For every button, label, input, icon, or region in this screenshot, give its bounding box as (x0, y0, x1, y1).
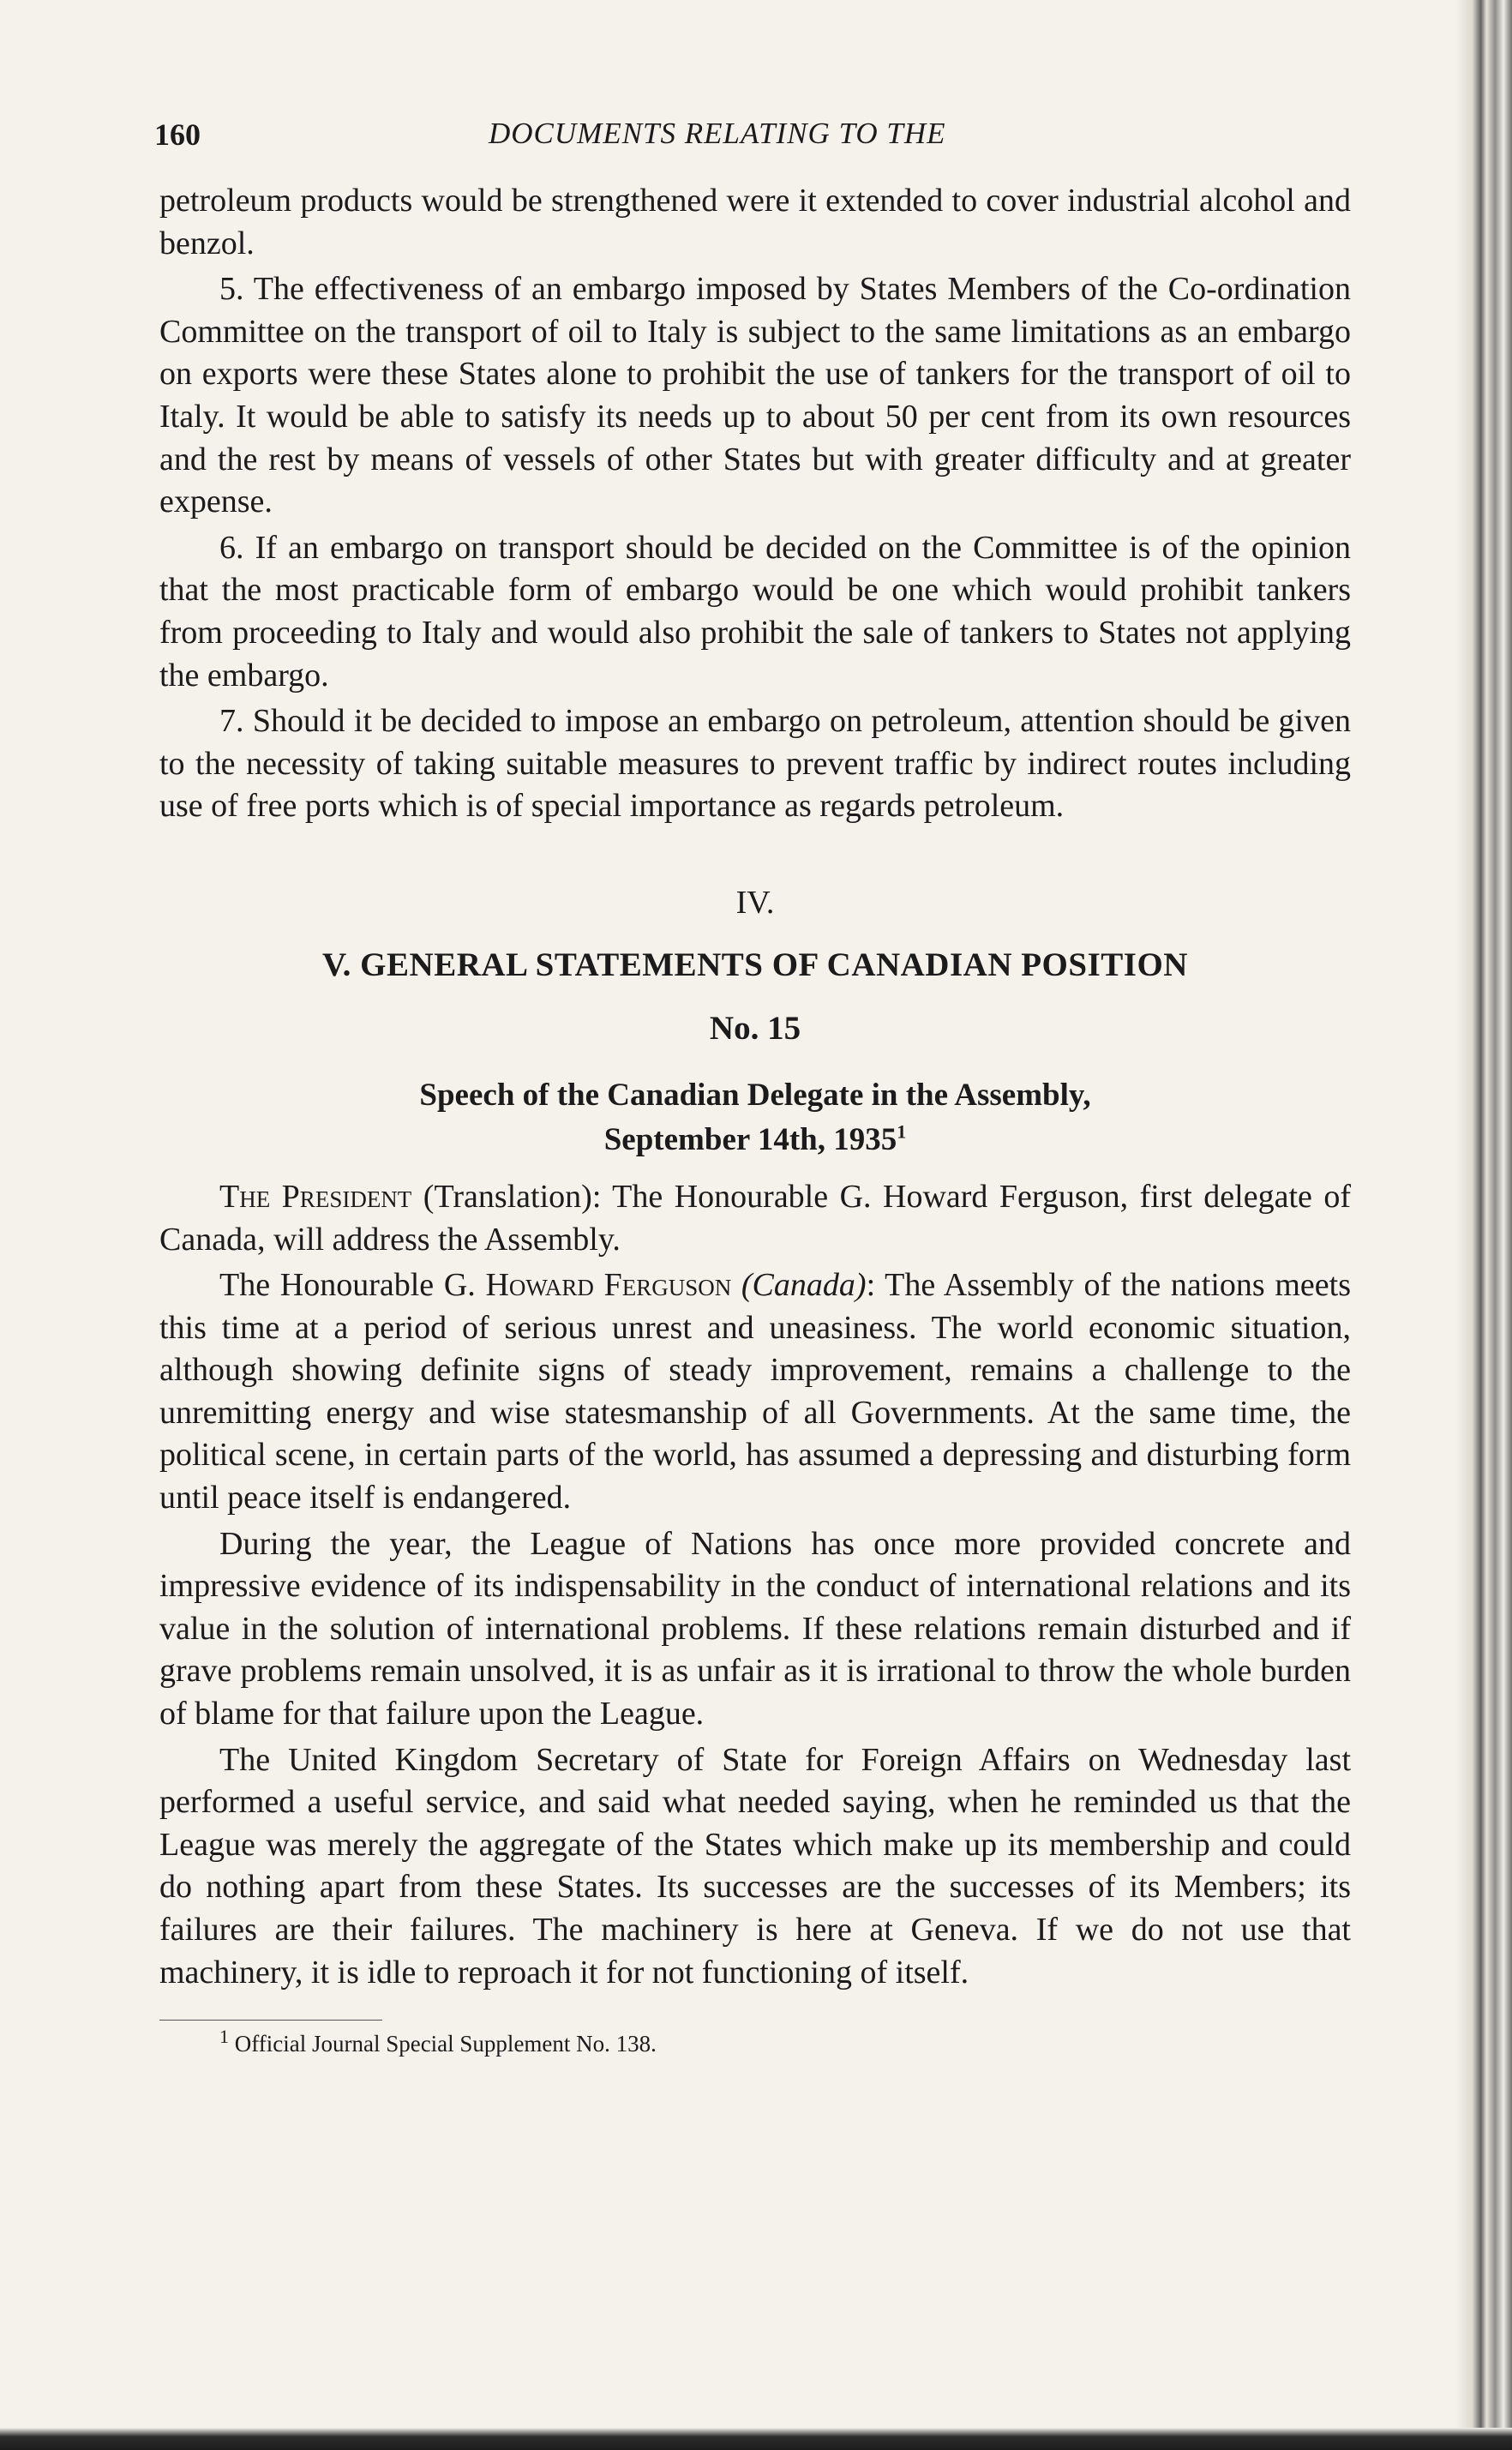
page-number: 160 (154, 117, 201, 152)
footnote (219, 2027, 1351, 2060)
running-head: DOCUMENTS RELATING TO THE (489, 117, 946, 150)
speech-paragraph: During the year, the League of Nations has once more provided concrete and impressive evidence of its indispensability in the conduct of international relations and its value in the solution of international problems. If these relations remain disturbed and if grave problems remain unsolved, it is as unfair as it is irrational to throw the whole burden of blame for that failure upon the League. (159, 1525, 1351, 1732)
footnote-reference: 1 (897, 1120, 907, 1143)
speech-text: : The Assembly of the nations meets this time at a period of serious unrest and uneasiness. The world economic situation, although showing definite signs of steady improvement, remains a challenge to the unremitting energy and wise statesmanship of all Governments. At the same time, the political scene, in certain parts of the world, has assumed a depressing and disturbing form until peace itself is endangered. (159, 1267, 1351, 1516)
page-binding-edge (1455, 0, 1512, 2450)
document-number: No. 15 (709, 1009, 801, 1047)
footnote-marker: 1 (219, 2026, 229, 2048)
speaker-name: Howard Ferguson (485, 1267, 732, 1304)
paragraph-continued: petroleum products would be strengthened were it extended to cover industrial alcohol and benzol. (159, 183, 1351, 261)
footnote-text: Official Journal Special Supplement No. 138. (229, 2031, 657, 2057)
paragraph-item-6: 6. If an embargo on transport should be decided on the Committee is of the opinion that the most practicable form of embargo would be one which would prohibit tankers from proceeding to Italy and would also prohibit the sale of tankers to States not applying the embargo. (159, 529, 1351, 694)
page-header (154, 117, 1354, 159)
page-body (159, 180, 1351, 2060)
paragraph-item-5: 5. The effectiveness of an embargo imposed by States Members of the Co-ordination Committee on the transport of oil to Italy is subject to the same limitations as an embargo on exports were these States alone to prohibit the use of tankers for the transport of oil to Italy. It would be able to satisfy its needs up to about 50 per cent from its own resources and the rest by means of vessels of other States but with greater difficulty and at greater expense. (159, 271, 1351, 520)
section-title: V. GENERAL STATEMENTS OF CANADIAN POSITION (322, 946, 1188, 983)
section-mark: IV. (735, 884, 775, 921)
footnote-divider (159, 2020, 382, 2021)
page-bottom-edge (0, 2428, 1512, 2450)
speech-paragraph: The United Kingdom Secretary of State for Foreign Affairs on Wednesday last performed a useful service, and said what needed saying, when he reminded us that the League was merely the aggregate of the States which make up its membership and could do nothing apart from these States. Its successes are the successes of its Members; its failures are their failures. The machinery is here at Geneva. If we do not use that machinery, it is idle to reproach it for not functioning of itself. (159, 1741, 1351, 1991)
speech-paragraph-president (159, 1176, 1351, 1261)
speaker-prefix: The Honourable G. (219, 1267, 486, 1304)
speaker-country: (Canada) (731, 1267, 867, 1304)
speech-paragraph-ferguson (159, 1264, 1351, 1520)
document-heading-line2: September 14th, 1935 (603, 1121, 897, 1157)
paragraph-item-7: 7. Should it be decided to impose an embargo on petroleum, attention should be given to the necessity of taking suitable measures to prevent traffic by indirect routes including use of free ports which is of special importance as regards petroleum. (159, 703, 1351, 825)
document-heading (159, 1073, 1351, 1162)
speech-text: (Translation): The Honourable G. Howard Ferguson, first delegate of Canada, will address the Assembly. (159, 1178, 1352, 1258)
speaker-name: The President (219, 1178, 412, 1215)
document-heading-line1: Speech of the Canadian Delegate in the Assembly, (419, 1077, 1091, 1113)
